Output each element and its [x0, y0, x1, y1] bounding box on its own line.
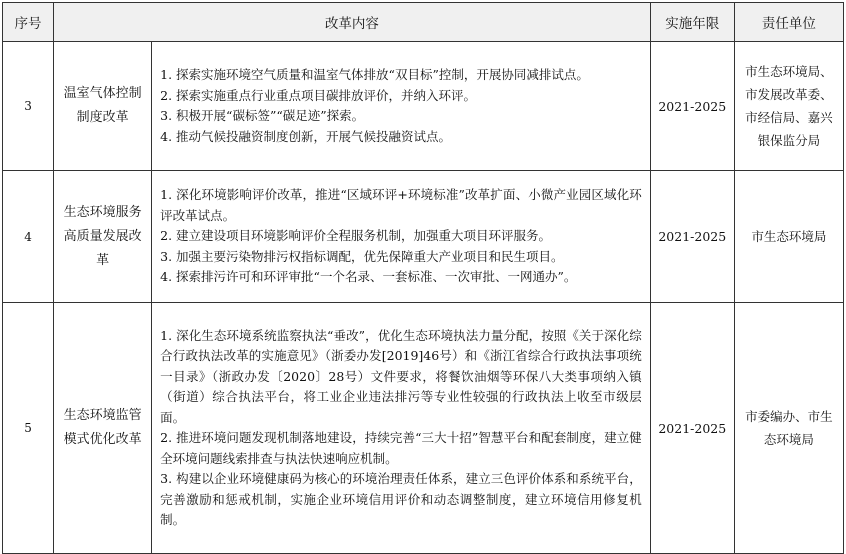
row-number: 4 [3, 171, 54, 303]
header-unit: 责任单位 [734, 3, 843, 42]
reform-name: 生态环境监管模式优化改革 [54, 303, 152, 554]
implementation-years: 2021-2025 [650, 42, 734, 171]
row-number: 3 [3, 42, 54, 171]
content-item: 3. 构建以企业环境健康码为核心的环境治理责任体系，建立三色评价体系和系统平台，完善激励和惩戒机制，实施企业环境信用评价和动态调整制度，建立环境信用修复机制。 [160, 471, 642, 527]
responsible-unit: 市生态环境局、市发展改革委、市经信局、嘉兴银保监分局 [734, 42, 843, 171]
implementation-years: 2021-2025 [650, 171, 734, 303]
implementation-years: 2021-2025 [650, 303, 734, 554]
content-item: 3. 积极开展“碳标签”“碳足迹”探索。 [160, 108, 365, 123]
table-row [3, 303, 844, 554]
content-item: 4. 推动气候投融资制度创新，开展气候投融资试点。 [160, 128, 452, 144]
content-item: 4. 探索排污许可和环评审批“一个名录、一套标准、一次审批、一网通办”。 [160, 269, 577, 285]
reform-table [2, 2, 844, 554]
content-item: 1. 深化生态环境系统监察执法“垂改”，优化生态环境执法力量分配，按照《关于深化综合行政执法改革的实施意见》（浙委办发[2019]46号）和《浙江省综合行政执法事项统一目录》（浙政办发〔2020〕28号）文件要求，将餐饮油烟等环保八大类事项纳入镇（街道）综合执法平台，将工业企业违法排污等专业性较强的行政执法上收至市级层面。 [160, 327, 642, 425]
content-item: 2. 建立建设项目环境影响评价全程服务机制，加强重大项目环评服务。 [160, 228, 552, 244]
responsible-unit: 市生态环境局 [734, 171, 843, 303]
header-content: 改革内容 [54, 3, 651, 42]
content-item: 1. 深化环境影响评价改革，推进“区域环评+环境标准”改革扩面、小微产业园区域化环评改革试点。 [160, 187, 642, 223]
content-item: 1. 探索实施环境空气质量和温室气体排放“双目标”控制，开展协同减排试点。 [160, 67, 589, 82]
table-row [3, 42, 844, 171]
reform-content [152, 303, 651, 554]
reform-content [152, 171, 651, 303]
reform-name: 生态环境服务高质量发展改革 [54, 171, 152, 303]
content-item: 2. 推进环境问题发现机制落地建设，持续完善“三大十招”智慧平台和配套制度，建立健全环境问题线索排查与执法快速响应机制。 [160, 430, 642, 466]
table-row [3, 171, 844, 303]
row-number: 5 [3, 303, 54, 554]
content-item: 3. 加强主要污染物排污权指标调配，优先保障重大产业项目和民生项目。 [160, 248, 564, 264]
content-item: 2. 探索实施重点行业重点项目碳排放评价，并纳入环评。 [160, 87, 477, 103]
reform-content [152, 42, 651, 171]
responsible-unit: 市委编办、市生态环境局 [734, 303, 843, 554]
header-no: 序号 [3, 3, 54, 42]
table-header-row [3, 3, 844, 42]
header-years: 实施年限 [650, 3, 734, 42]
reform-name: 温室气体控制制度改革 [54, 42, 152, 171]
